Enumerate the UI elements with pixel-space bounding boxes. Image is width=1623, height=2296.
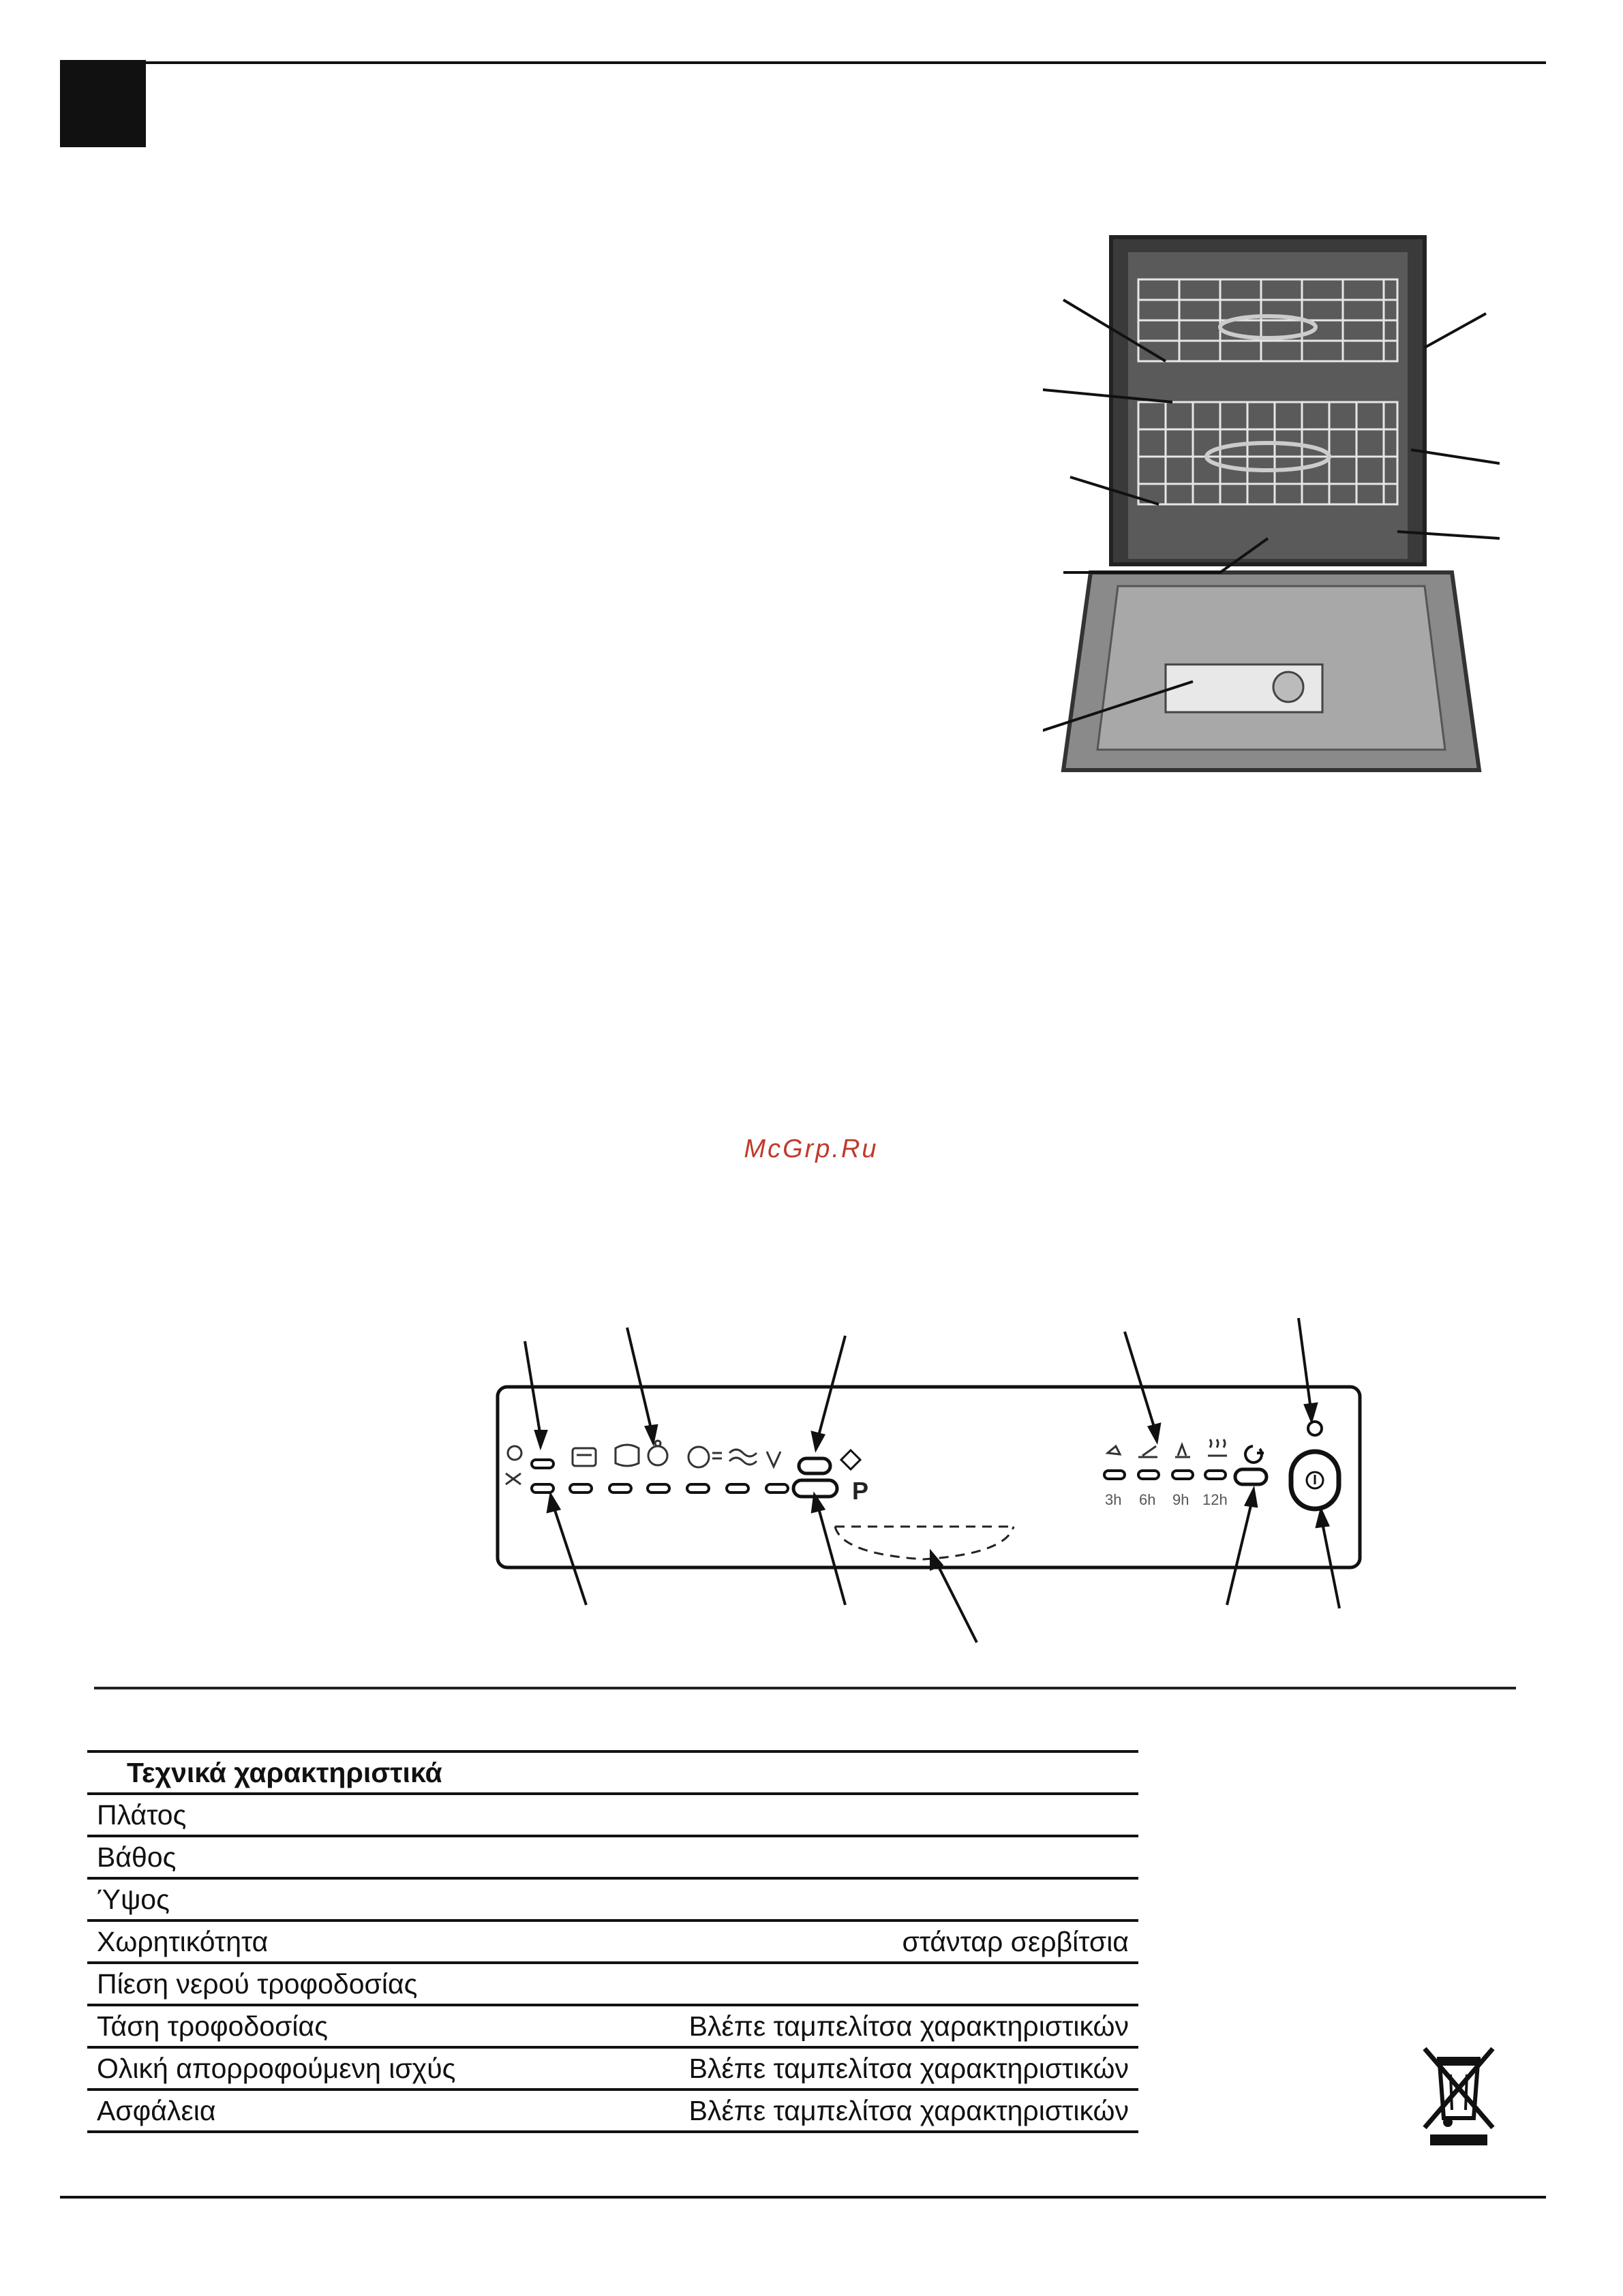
spec-label: Ολική απορροφούμενη ισχύς — [87, 2047, 562, 2090]
spec-label: Τάση τροφοδοσίας — [87, 2005, 562, 2047]
section-marker-block — [60, 60, 146, 147]
spec-value — [562, 1963, 1138, 2005]
table-row — [87, 2005, 1138, 2047]
table-row — [87, 1920, 1138, 1963]
top-rule — [60, 61, 1546, 64]
spec-label: Βάθος — [87, 1836, 562, 1878]
spec-value: στάνταρ σερβίτσια — [562, 1920, 1138, 1963]
table-row — [87, 2090, 1138, 2132]
delay-label-6h: 6h — [1139, 1491, 1156, 1508]
section-divider — [94, 1687, 1516, 1689]
watermark: McGrp.Ru — [744, 1135, 879, 1163]
control-panel-diagram — [436, 1295, 1418, 1663]
delay-label-3h: 3h — [1105, 1491, 1122, 1508]
table-row — [87, 1878, 1138, 1920]
spec-label: Πίεση νερού τροφοδοσίας — [87, 1963, 562, 2005]
program-button-label: P — [852, 1477, 869, 1505]
dishwasher-photo — [1043, 232, 1500, 791]
spec-value — [562, 1836, 1138, 1878]
spec-label: Ύψος — [87, 1878, 562, 1920]
spec-value — [562, 1878, 1138, 1920]
table-row — [87, 2047, 1138, 2090]
spec-value — [562, 1794, 1138, 1836]
table-row — [87, 1963, 1138, 2005]
spec-value: Βλέπε ταμπελίτσα χαρακτηριστικών — [562, 2090, 1138, 2132]
table-row — [87, 1794, 1138, 1836]
bottom-rule — [60, 2196, 1546, 2199]
crossed-out-wheelie-bin-icon — [1418, 2045, 1500, 2147]
delay-label-9h: 9h — [1172, 1491, 1189, 1508]
spec-value: Βλέπε ταμπελίτσα χαρακτηριστικών — [562, 2047, 1138, 2090]
spec-label: Ασφάλεια — [87, 2090, 562, 2132]
spec-label: Χωρητικότητα — [87, 1920, 562, 1963]
delay-label-12h: 12h — [1202, 1491, 1228, 1508]
spec-value: Βλέπε ταμπελίτσα χαρακτηριστικών — [562, 2005, 1138, 2047]
spec-label: Πλάτος — [87, 1794, 562, 1836]
table-row — [87, 1836, 1138, 1878]
technical-specs-table — [87, 1750, 1138, 2133]
specs-title: Τεχνικά χαρακτηριστικά — [87, 1751, 1138, 1794]
